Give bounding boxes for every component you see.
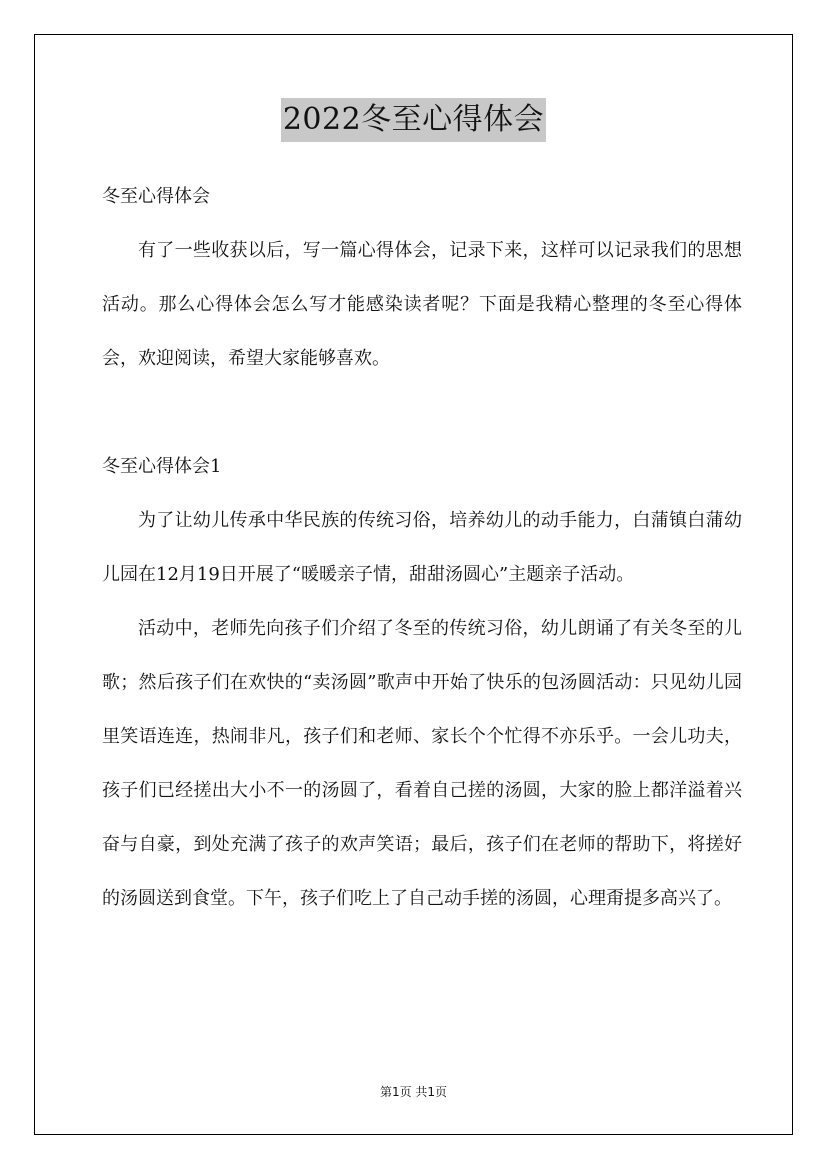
document-body <box>102 170 742 926</box>
intro-paragraph: 有了一些收获以后，写一篇心得体会，记录下来，这样可以记录我们的思想活动。那么心得体会怎么写才能感染读者呢？下面是我精心整理的冬至心得体会，欢迎阅读，希望大家能够喜欢。 <box>102 240 742 369</box>
section-1-heading: 冬至心得体会1 <box>102 456 222 477</box>
section-1-paragraph-2: 活动中，老师先向孩子们介绍了冬至的传统习俗，幼儿朗诵了有关冬至的儿歌；然后孩子们在欢快的“卖汤圆”歌声中开始了快乐的包汤圆活动：只见幼儿园里笑语连连，热闹非凡，孩子们和老师、家长个个忙得不亦乐乎。一会儿功夫，孩子们已经搓出大小不一的汤圆了，看着自己搓的汤圆，大家的脸上都洋溢着兴奋与自豪，到处充满了孩子的欢声笑语；最后，孩子们在老师的帮助下，将搓好的汤圆送到食堂。下午，孩子们吃上了自己动手搓的汤圆，心理甭提多高兴了。 <box>102 618 742 909</box>
subtitle-heading: 冬至心得体会 <box>102 186 210 207</box>
document-title: 2022冬至心得体会 <box>281 98 546 142</box>
page-footer: 第1页 共1页 <box>379 1085 448 1099</box>
section-spacer <box>102 386 742 440</box>
title-container <box>0 98 827 142</box>
section-1-paragraph-1: 为了让幼儿传承中华民族的传统习俗，培养幼儿的动手能力，白蒲镇白蒲幼儿园在12月19日开展了“暖暖亲子情，甜甜汤圆心”主题亲子活动。 <box>102 510 742 585</box>
